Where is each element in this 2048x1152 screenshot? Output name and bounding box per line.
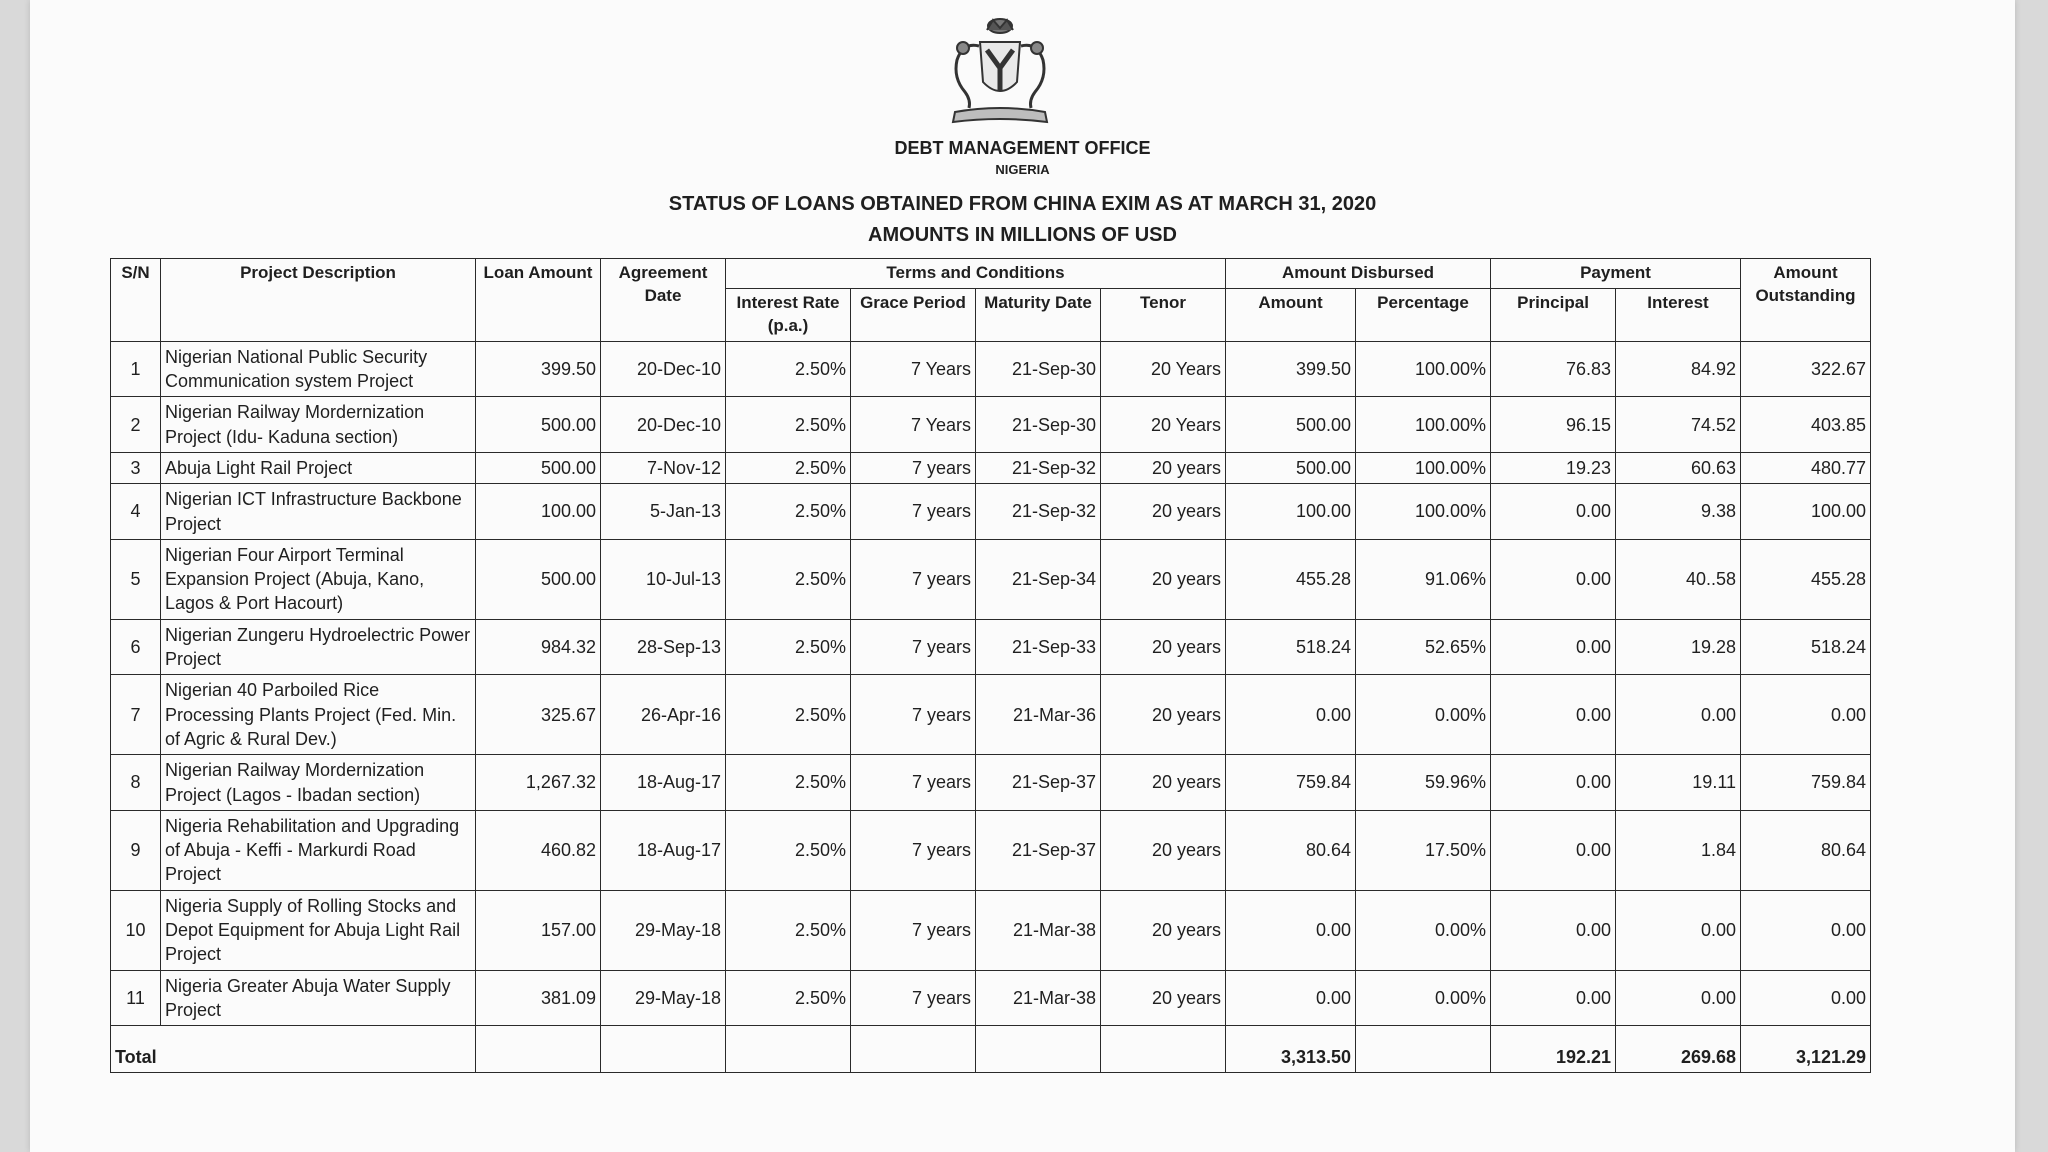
cell-loan-amount: 500.00 [476, 539, 601, 619]
cell-interest-rate: 2.50% [726, 675, 851, 755]
cell-disbursed-amount: 500.00 [1226, 453, 1356, 484]
cell-grace-period: 7 years [851, 810, 976, 890]
cell-outstanding: 403.85 [1741, 397, 1871, 453]
cell-maturity-date: 21-Sep-32 [976, 453, 1101, 484]
cell-sn: 2 [111, 397, 161, 453]
cell-description: Nigerian 40 Parboiled Rice Processing Plants Project (Fed. Min. of Agric & Rural Dev.) [161, 675, 476, 755]
cell-maturity-date: 21-Mar-38 [976, 970, 1101, 1026]
cell-principal: 0.00 [1491, 539, 1616, 619]
cell-agreement-date: 5-Jan-13 [601, 484, 726, 540]
cell-description: Nigeria Greater Abuja Water Supply Project [161, 970, 476, 1026]
col-description: Project Description [161, 259, 476, 342]
cell-interest-rate: 2.50% [726, 619, 851, 675]
cell-interest-rate: 2.50% [726, 397, 851, 453]
cell-description: Nigeria Supply of Rolling Stocks and Depot Equipment for Abuja Light Rail Project [161, 890, 476, 970]
cell-agreement-date: 7-Nov-12 [601, 453, 726, 484]
cell-interest: 60.63 [1616, 453, 1741, 484]
cell-principal: 0.00 [1491, 810, 1616, 890]
col-agreement-date: Agreement Date [601, 259, 726, 342]
cell-maturity-date: 21-Mar-38 [976, 890, 1101, 970]
cell-disbursed-amount: 518.24 [1226, 619, 1356, 675]
cell-disbursed-percentage: 17.50% [1356, 810, 1491, 890]
cell-disbursed-percentage: 0.00% [1356, 675, 1491, 755]
total-empty-cell [476, 1026, 601, 1073]
cell-description: Nigerian Four Airport Terminal Expansion Project (Abuja, Kano, Lagos & Port Hacourt) [161, 539, 476, 619]
cell-description: Abuja Light Rail Project [161, 453, 476, 484]
cell-principal: 0.00 [1491, 619, 1616, 675]
cell-agreement-date: 29-May-18 [601, 890, 726, 970]
cell-principal: 76.83 [1491, 341, 1616, 397]
cell-agreement-date: 20-Dec-10 [601, 341, 726, 397]
cell-sn: 4 [111, 484, 161, 540]
cell-sn: 9 [111, 810, 161, 890]
organization-name: DEBT MANAGEMENT OFFICE [894, 138, 1151, 158]
cell-disbursed-percentage: 91.06% [1356, 539, 1491, 619]
cell-agreement-date: 29-May-18 [601, 970, 726, 1026]
cell-disbursed-amount: 759.84 [1226, 755, 1356, 811]
cell-disbursed-amount: 0.00 [1226, 890, 1356, 970]
cell-interest-rate: 2.50% [726, 484, 851, 540]
cell-disbursed-percentage: 100.00% [1356, 453, 1491, 484]
total-row [111, 1026, 1871, 1073]
cell-description: Nigerian ICT Infrastructure Backbone Project [161, 484, 476, 540]
cell-outstanding: 480.77 [1741, 453, 1871, 484]
document-page [30, 0, 2015, 1152]
cell-disbursed-amount: 455.28 [1226, 539, 1356, 619]
total-principal: 192.21 [1491, 1026, 1616, 1073]
cell-disbursed-percentage: 59.96% [1356, 755, 1491, 811]
cell-loan-amount: 399.50 [476, 341, 601, 397]
cell-sn: 6 [111, 619, 161, 675]
cell-maturity-date: 21-Sep-33 [976, 619, 1101, 675]
cell-tenor: 20 years [1101, 453, 1226, 484]
loans-table [110, 258, 1871, 1073]
cell-sn: 3 [111, 453, 161, 484]
col-interest-rate: Interest Rate (p.a.) [726, 288, 851, 341]
cell-description: Nigeria Rehabilitation and Upgrading of Abuja - Keffi - Markurdi Road Project [161, 810, 476, 890]
cell-interest: 74.52 [1616, 397, 1741, 453]
cell-loan-amount: 1,267.32 [476, 755, 601, 811]
cell-tenor: 20 Years [1101, 341, 1226, 397]
col-disbursed-percentage: Percentage [1356, 288, 1491, 341]
cell-interest-rate: 2.50% [726, 755, 851, 811]
cell-sn: 10 [111, 890, 161, 970]
cell-sn: 8 [111, 755, 161, 811]
cell-loan-amount: 100.00 [476, 484, 601, 540]
cell-description: Nigerian Zungeru Hydroelectric Power Project [161, 619, 476, 675]
cell-outstanding: 0.00 [1741, 890, 1871, 970]
cell-description: Nigerian National Public Security Communication system Project [161, 341, 476, 397]
col-disbursed-group: Amount Disbursed [1226, 259, 1491, 289]
cell-outstanding: 759.84 [1741, 755, 1871, 811]
col-sn: S/N [111, 259, 161, 342]
cell-outstanding: 0.00 [1741, 970, 1871, 1026]
total-label: Total [111, 1026, 476, 1073]
cell-interest-rate: 2.50% [726, 341, 851, 397]
cell-disbursed-amount: 399.50 [1226, 341, 1356, 397]
cell-interest: 19.11 [1616, 755, 1741, 811]
col-maturity-date: Maturity Date [976, 288, 1101, 341]
cell-agreement-date: 20-Dec-10 [601, 397, 726, 453]
cell-maturity-date: 21-Sep-34 [976, 539, 1101, 619]
cell-outstanding: 100.00 [1741, 484, 1871, 540]
coat-of-arms-icon [935, 12, 1065, 130]
total-empty-cell [851, 1026, 976, 1073]
col-grace-period: Grace Period [851, 288, 976, 341]
cell-principal: 0.00 [1491, 484, 1616, 540]
cell-interest: 0.00 [1616, 890, 1741, 970]
cell-sn: 11 [111, 970, 161, 1026]
cell-outstanding: 80.64 [1741, 810, 1871, 890]
cell-maturity-date: 21-Sep-37 [976, 810, 1101, 890]
table-row [111, 453, 1871, 484]
cell-grace-period: 7 years [851, 755, 976, 811]
cell-interest: 84.92 [1616, 341, 1741, 397]
table-row [111, 970, 1871, 1026]
cell-interest-rate: 2.50% [726, 810, 851, 890]
col-principal: Principal [1491, 288, 1616, 341]
cell-grace-period: 7 years [851, 484, 976, 540]
cell-tenor: 20 Years [1101, 397, 1226, 453]
cell-outstanding: 455.28 [1741, 539, 1871, 619]
cell-disbursed-percentage: 52.65% [1356, 619, 1491, 675]
cell-maturity-date: 21-Sep-30 [976, 341, 1101, 397]
cell-principal: 96.15 [1491, 397, 1616, 453]
cell-loan-amount: 325.67 [476, 675, 601, 755]
cell-disbursed-percentage: 100.00% [1356, 341, 1491, 397]
cell-agreement-date: 18-Aug-17 [601, 755, 726, 811]
cell-interest: 9.38 [1616, 484, 1741, 540]
col-interest: Interest [1616, 288, 1741, 341]
cell-sn: 5 [111, 539, 161, 619]
cell-grace-period: 7 Years [851, 341, 976, 397]
header-row-1 [111, 259, 1871, 289]
cell-interest-rate: 2.50% [726, 970, 851, 1026]
document-title: STATUS OF LOANS OBTAINED FROM CHINA EXIM AS AT MARCH 31, 2020 [668, 193, 1377, 215]
cell-tenor: 20 years [1101, 539, 1226, 619]
cell-description: Nigerian Railway Mordernization Project (Lagos - Ibadan section) [161, 755, 476, 811]
cell-principal: 0.00 [1491, 970, 1616, 1026]
cell-loan-amount: 381.09 [476, 970, 601, 1026]
cell-interest: 19.28 [1616, 619, 1741, 675]
cell-interest: 1.84 [1616, 810, 1741, 890]
cell-loan-amount: 157.00 [476, 890, 601, 970]
total-empty-cell [726, 1026, 851, 1073]
cell-grace-period: 7 years [851, 539, 976, 619]
cell-disbursed-amount: 100.00 [1226, 484, 1356, 540]
cell-description: Nigerian Railway Mordernization Project (Idu- Kaduna section) [161, 397, 476, 453]
cell-loan-amount: 500.00 [476, 453, 601, 484]
cell-maturity-date: 21-Sep-32 [976, 484, 1101, 540]
cell-maturity-date: 21-Sep-30 [976, 397, 1101, 453]
col-loan-amount: Loan Amount [476, 259, 601, 342]
table-body [111, 341, 1871, 1025]
cell-interest: 0.00 [1616, 970, 1741, 1026]
cell-agreement-date: 28-Sep-13 [601, 619, 726, 675]
total-outstanding: 3,121.29 [1741, 1026, 1871, 1073]
col-terms-group: Terms and Conditions [726, 259, 1226, 289]
cell-disbursed-percentage: 0.00% [1356, 970, 1491, 1026]
country-name: NIGERIA [995, 162, 1050, 177]
cell-interest: 0.00 [1616, 675, 1741, 755]
cell-tenor: 20 years [1101, 810, 1226, 890]
cell-interest-rate: 2.50% [726, 539, 851, 619]
col-tenor: Tenor [1101, 288, 1226, 341]
cell-grace-period: 7 years [851, 970, 976, 1026]
cell-grace-period: 7 years [851, 619, 976, 675]
cell-agreement-date: 26-Apr-16 [601, 675, 726, 755]
cell-tenor: 20 years [1101, 484, 1226, 540]
cell-loan-amount: 984.32 [476, 619, 601, 675]
cell-tenor: 20 years [1101, 755, 1226, 811]
cell-principal: 19.23 [1491, 453, 1616, 484]
cell-disbursed-percentage: 100.00% [1356, 397, 1491, 453]
cell-disbursed-percentage: 0.00% [1356, 890, 1491, 970]
cell-grace-period: 7 Years [851, 397, 976, 453]
cell-sn: 1 [111, 341, 161, 397]
cell-outstanding: 0.00 [1741, 675, 1871, 755]
cell-outstanding: 322.67 [1741, 341, 1871, 397]
cell-tenor: 20 years [1101, 675, 1226, 755]
cell-tenor: 20 years [1101, 970, 1226, 1026]
total-disbursed-amount: 3,313.50 [1226, 1026, 1356, 1073]
table-row [111, 890, 1871, 970]
table-row [111, 539, 1871, 619]
cell-loan-amount: 460.82 [476, 810, 601, 890]
total-interest: 269.68 [1616, 1026, 1741, 1073]
cell-disbursed-amount: 0.00 [1226, 675, 1356, 755]
table-row [111, 675, 1871, 755]
cell-disbursed-amount: 80.64 [1226, 810, 1356, 890]
cell-interest-rate: 2.50% [726, 890, 851, 970]
table-row [111, 484, 1871, 540]
cell-interest-rate: 2.50% [726, 453, 851, 484]
cell-agreement-date: 10-Jul-13 [601, 539, 726, 619]
total-empty-cell [1356, 1026, 1491, 1073]
table-row [111, 755, 1871, 811]
document-subtitle: AMOUNTS IN MILLIONS OF USD [868, 224, 1177, 246]
cell-principal: 0.00 [1491, 675, 1616, 755]
cell-sn: 7 [111, 675, 161, 755]
col-outstanding: Amount Outstanding [1741, 259, 1871, 342]
cell-disbursed-percentage: 100.00% [1356, 484, 1491, 540]
table-row [111, 810, 1871, 890]
cell-interest: 40..58 [1616, 539, 1741, 619]
col-payment-group: Payment [1491, 259, 1741, 289]
col-disbursed-amount: Amount [1226, 288, 1356, 341]
cell-principal: 0.00 [1491, 890, 1616, 970]
table-row [111, 619, 1871, 675]
table-row [111, 397, 1871, 453]
cell-loan-amount: 500.00 [476, 397, 601, 453]
cell-disbursed-amount: 500.00 [1226, 397, 1356, 453]
cell-disbursed-amount: 0.00 [1226, 970, 1356, 1026]
total-empty-cell [976, 1026, 1101, 1073]
cell-grace-period: 7 years [851, 453, 976, 484]
cell-tenor: 20 years [1101, 890, 1226, 970]
cell-principal: 0.00 [1491, 755, 1616, 811]
cell-maturity-date: 21-Mar-36 [976, 675, 1101, 755]
table-row [111, 341, 1871, 397]
total-empty-cell [601, 1026, 726, 1073]
total-empty-cell [1101, 1026, 1226, 1073]
cell-maturity-date: 21-Sep-37 [976, 755, 1101, 811]
cell-agreement-date: 18-Aug-17 [601, 810, 726, 890]
cell-outstanding: 518.24 [1741, 619, 1871, 675]
cell-grace-period: 7 years [851, 890, 976, 970]
cell-grace-period: 7 years [851, 675, 976, 755]
cell-tenor: 20 years [1101, 619, 1226, 675]
